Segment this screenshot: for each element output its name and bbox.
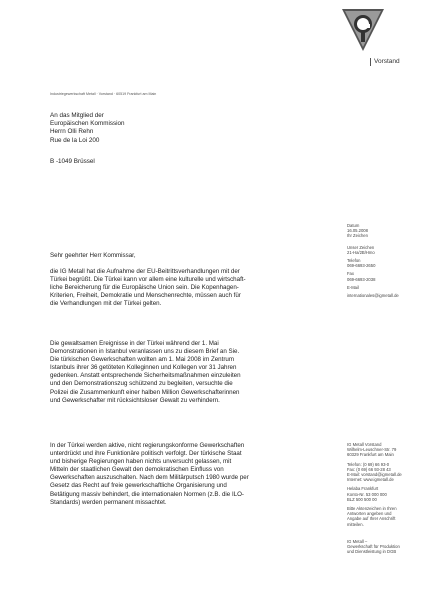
recipient-line: Rue de la Loi 200 [50, 136, 100, 144]
org-line: Konto-Nr. 53 000 000 [347, 491, 387, 497]
org-line: Telefon: (0 69) 66 93-0 [347, 461, 390, 467]
paragraph-2 [50, 340, 335, 405]
recipient-line: Europäischen Kommission [50, 120, 125, 128]
our-ref-label: Unser Zeichen [347, 244, 375, 250]
body-line: gedenken. Anstatt entsprechende Sicherheitsmaßnahmen einzuleiten [50, 372, 241, 380]
org-line: IG Metall Vorstand [347, 442, 382, 447]
ig-metall-logo [337, 4, 389, 56]
body-line: und den Demonstrationszug schützend zu begleiten, versuchte die [50, 380, 233, 388]
body-line: Istanbuls ihrer 36 getöteten Kolleginnen und Kollegen vor 31 Jahren [50, 364, 237, 372]
body-line: Demonstrationen in Istanbul veranlassen uns zu diesem Brief an Sie. [50, 348, 240, 356]
body-line: Betätigung massiv behindert, die internationalen Normen (z.B. die ILO- [50, 490, 244, 498]
body-line: liche Bereicherung für die Europäische Union sein. Die Kopenhagen- [50, 284, 239, 292]
org-line: Wilhelm-Leuschner-Str. 79 [347, 447, 397, 453]
body-line: die IG Metall hat die Aufnahme der EU-Beitrittsverhandlungen mit der [50, 268, 240, 275]
organisation-block [347, 442, 402, 554]
their-ref-label: Ihr Zeichen [347, 233, 368, 239]
body-line: unterdrückt und ihre Funktionäre politisch verfolgt. Der türkische Staat [50, 450, 242, 458]
body-line: die Verhandlungen mit der Türkei gelten. [50, 300, 162, 308]
org-line: Helaba Frankfurt [347, 486, 379, 492]
recipient-line: Herrn Olli Rehn [50, 128, 94, 136]
body-line: Gewerkschaften auszuschalten. Nach dem Militärputsch 1980 wurde per [50, 474, 249, 482]
org-line: Fax: (0 69) 66 93-28 43 [347, 466, 391, 472]
org-line: 60329 Frankfurt am Main [347, 452, 394, 458]
body-line: Die gewaltsamen Ereignisse in der Türkei während der 1. Mai [50, 340, 219, 347]
sender-line: Industriegewerkschaft Metall · Vorstand · 60519 Frankfurt am Main [50, 92, 157, 96]
phone-value: 069-6693-2650 [347, 263, 376, 269]
body-line: und bisherige Regierungen haben nichts unversucht gelassen, mit [50, 458, 232, 466]
recipient-line: An das Mitglied der [50, 112, 104, 119]
body-line: Türkei begrüßt. Die Türkei kann vor allem eine kulturelle und wirtschaft- [50, 276, 246, 284]
body-line: Mitteln der staatlichen Gewalt den demokratischen Einfluss von [50, 466, 224, 474]
phone-label: Telefon [347, 258, 361, 264]
department-label: Vorstand [374, 58, 400, 65]
body-line: Polizei die Zusammenkunft einer halben Million Gewerkschafterinnen [50, 388, 240, 396]
reference-block [347, 223, 399, 298]
recipient-address [50, 112, 125, 145]
body-line: Standards) werden permanent missachtet. [50, 498, 167, 506]
org-line: Angabe auf Ihrer Anschrift [347, 516, 396, 522]
our-ref-value: 21-Ha/2B/Hmo [347, 249, 375, 255]
org-line: Bitte Aktenzeichen in Ihren [347, 506, 397, 512]
org-line: IG Metall – [347, 538, 368, 544]
date-value: 16.05.2008 [347, 228, 368, 234]
org-line: Internet: www.igmetall.de [347, 477, 394, 483]
recipient-city: B -1049 Brüssel [50, 158, 95, 165]
org-line: Antworten angeben und [347, 511, 392, 517]
salutation: Sehr geehrter Herr Kommissar, [50, 252, 136, 259]
org-line: und Dienstleistung in DGB [347, 549, 397, 555]
paragraph-1 [50, 268, 335, 308]
body-line: Die türkischen Gewerkschaften wollten am 1. Mai 2008 im Zentrum [50, 356, 234, 364]
fax-value: 069-6693-2038 [347, 276, 376, 282]
email-value: internationales@igmetall.de [347, 293, 399, 299]
body-line: Gesetz das Recht auf freie gewerkschaftliche Organisierung und [50, 482, 227, 490]
fax-label: Fax [347, 271, 354, 277]
body-line: Kriterien, Freiheit, Demokratie und Menschenrechte, müssen auch für [50, 292, 241, 300]
body-line: und Gewerkschafter mit rücksichtsloser Gewalt zu verhindern. [50, 396, 220, 404]
date-label: Datum [347, 223, 360, 228]
org-line: mitteilen. [347, 521, 364, 527]
paragraph-3 [50, 442, 335, 507]
org-line: E-Mail: vorstand@igmetall.de [347, 472, 402, 478]
body-line: In der Türkei werden aktive, nicht regierungskonforme Gewerkschaften [50, 442, 245, 449]
org-line: Gewerkschaft für Produktion [347, 544, 400, 550]
email-label: E-Mail [347, 284, 359, 290]
org-line: BLZ 500 500 00 [347, 496, 377, 502]
